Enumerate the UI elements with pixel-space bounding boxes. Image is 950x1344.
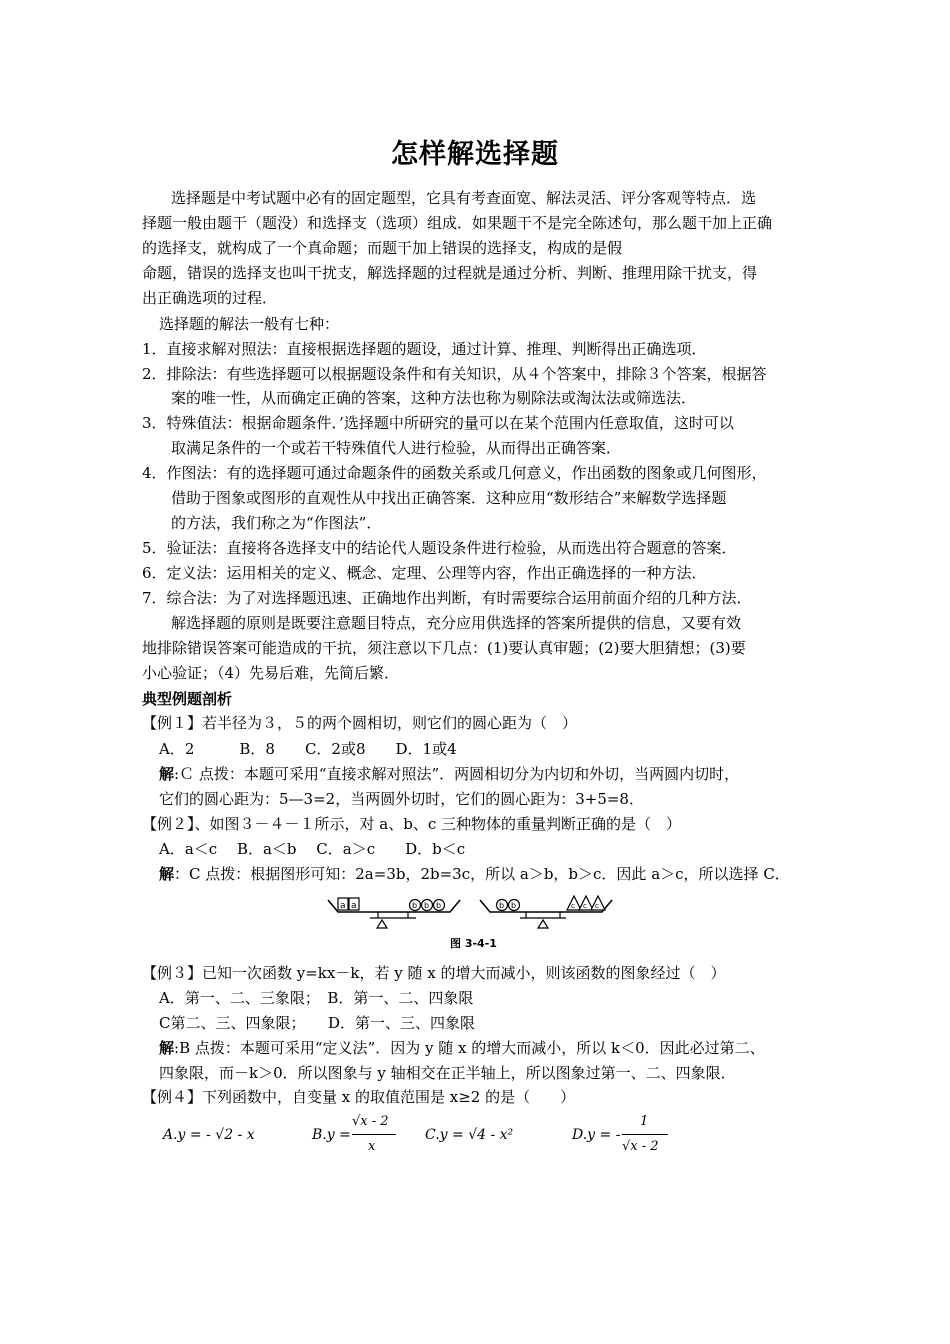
intro-line-4: 命题，错误的选择支也叫干扰支，解选择题的过程就是通过分析、判断、推理用除干扰支，得 [142, 264, 758, 282]
left-balance [328, 898, 460, 928]
weight-c-3: c [595, 902, 599, 910]
intro-line-1: 选择题是中考试题中必有的固定题型，它具有考查面宽、解法灵活、评分客观等特点．选 [171, 189, 757, 207]
ex3-answer-text: :B 点拨：本题可采用“定义法”．因为 y 随 x 的增大而减小，所以 k＜0．因此必过第二、 [174, 1039, 765, 1057]
method-4-cont-1: 借助于图象或图形的直观性从中找出正确答案．这种应用“数形结合”来解数学选择题 [171, 489, 727, 507]
weight-a-2: a [351, 901, 357, 911]
method-1: 1．直接求解对照法：直接根据选择题的题设，通过计算、推理、判断得出正确选项． [142, 340, 707, 358]
intro-line-2: 择题一般由题干（题没）和选择支（选项）组成．如果题干不是完全陈述句，那么题干加上正确 [142, 214, 773, 232]
weight-c-2: c [583, 902, 587, 910]
ex2-answer-line-1 [159, 864, 790, 884]
method-6: 6．定义法：运用相关的定义、概念、定理、公理等内容，作出正确选择的一种方法． [142, 564, 707, 582]
weight-b-4: b [499, 901, 505, 910]
ex2-answer-label: 解 [159, 865, 175, 883]
ex4-option-d-fraction-bar [622, 1134, 668, 1135]
ex1-answer-label: 解 [159, 765, 175, 783]
weight-b-3: b [436, 901, 442, 910]
ex4-option-d-denominator: √x - 2 [622, 1139, 659, 1154]
weight-a-1: a [340, 901, 346, 911]
ex4-option-b-fraction-bar [352, 1134, 396, 1135]
ex3-question: 【例３】已知一次函数 y=kx－k，若 y 随 x 的增大而减小，则该函数的图象经过（ ） [142, 964, 726, 982]
ex4-option-d-prefix: D.y = - [572, 1127, 621, 1143]
ex1-answer-line-1 [159, 764, 739, 784]
principles-line-1: 解选择题的原则是既要注意题目特点，充分应用供选择的答案所提供的信息，又要有效 [171, 614, 742, 632]
figure-caption: 图 3-4-1 [450, 937, 497, 950]
weight-c-1: c [571, 902, 575, 910]
intro-line-3: 的选择支，就构成了一个真命题；而题干加上错误的选择支，构成的是假 [142, 239, 623, 257]
principles-line-2: 地排除错误答案可能造成的干抗，须注意以下几点：(1)要认真审题；(2)要大胆猜想；(3)要 [142, 639, 746, 657]
section-heading: 典型例题剖析 [142, 690, 233, 708]
methods-intro: 选择题的解法一般有七种： [159, 315, 340, 333]
page-title: 怎样解选择题 [391, 139, 559, 170]
ex4-option-b-denominator: x [368, 1139, 376, 1154]
principles-line-3: 小心验证；（4）先易后难，先简后繁． [142, 664, 400, 682]
ex2-question: 【例２】、如图３－４－１所示，对 a、b、c 三种物体的重量判断正确的是（ ） [142, 815, 681, 833]
ex3-options-1: A．第一、二、三象限； B．第一、二、四象限 [159, 989, 474, 1007]
ex2-options: A．a＜c B．a＜b C．a＞c D．b＜c [159, 840, 466, 858]
ex3-options-2: C第二、三、四象限； D．第一、三、四象限 [159, 1014, 476, 1032]
method-3-cont: 取满足条件的一个或若干特殊值代人进行检验，从而得出正确答案． [171, 439, 622, 457]
ex4-question: 【例４】下列函数中，自变量 x 的取值范围是 x≥2 的是（ ） [142, 1088, 576, 1106]
weight-b-5: b [511, 901, 517, 910]
ex4-option-d-numerator: 1 [640, 1114, 649, 1129]
method-4: 4．作图法：有的选择题可通过命题条件的函数关系或几何意义，作出函数的图象或几何图形， [142, 464, 767, 482]
method-2: 2．排除法：有些选择题可以根据题设条件和有关知识，从４个答案中，排除３个答案，根据答 [142, 365, 767, 383]
method-4-cont-2: 的方法，我们称之为“作图法”． [171, 514, 382, 532]
method-3: 3．特殊值法：根据命题条件．’选择题中所研究的量可以在某个范围内任意取值，这时可以 [142, 414, 734, 432]
ex1-answer-line-2: 它们的圆心距为：5—3=2，当两圆外切时，它们的圆心距为：3+5=8． [159, 790, 644, 808]
ex4-option-b-numerator: √x - 2 [352, 1114, 389, 1129]
weight-b-2: b [424, 901, 430, 910]
ex3-answer-line-2: 四象限，而－k＞0．所以图象与 y 轴相交在正半轴上，所以图象过第一、二、四象限． [159, 1064, 736, 1082]
right-balance [480, 896, 612, 928]
ex1-options: A．2 B．8 C．2或8 D．1或4 [159, 740, 457, 758]
intro-line-5: 出正确选项的过程． [142, 289, 278, 307]
ex1-question: 【例１】若半径为３，５的两个圆相切，则它们的圆心距为（ ） [142, 714, 578, 732]
ex1-answer-text: :Ｃ 点拨：本题可采用“直接求解对照法”．两圆相切分为内切和外切，当两圆内切时， [174, 765, 740, 783]
weight-b-1: b [412, 901, 418, 910]
ex2-answer-text: ：C 点拨：根据图形可知：2a=3b，2b=3c，所以 a＞b，b＞c．因此 a＞c，所以选择 C． [174, 865, 790, 883]
method-2-cont: 案的唯一性，从而确定正确的答案，这种方法也称为剔除法或淘汰法或筛选法． [171, 389, 697, 407]
ex4-option-c: C.y = √4 - x² [425, 1127, 514, 1143]
ex3-answer-line-1 [159, 1038, 765, 1058]
method-7: 7．综合法：为了对选择题迅速、正确地作出判断，有时需要综合运用前面介绍的几种方法． [142, 589, 752, 607]
ex3-answer-label: 解 [159, 1039, 175, 1057]
method-5: 5．验证法：直接将各选择支中的结论代人题设条件进行检验，从而选出符合题意的答案． [142, 539, 737, 557]
ex4-option-a: A.y = - √2 - x [163, 1127, 255, 1143]
ex4-option-b-prefix: B.y = [312, 1127, 351, 1143]
